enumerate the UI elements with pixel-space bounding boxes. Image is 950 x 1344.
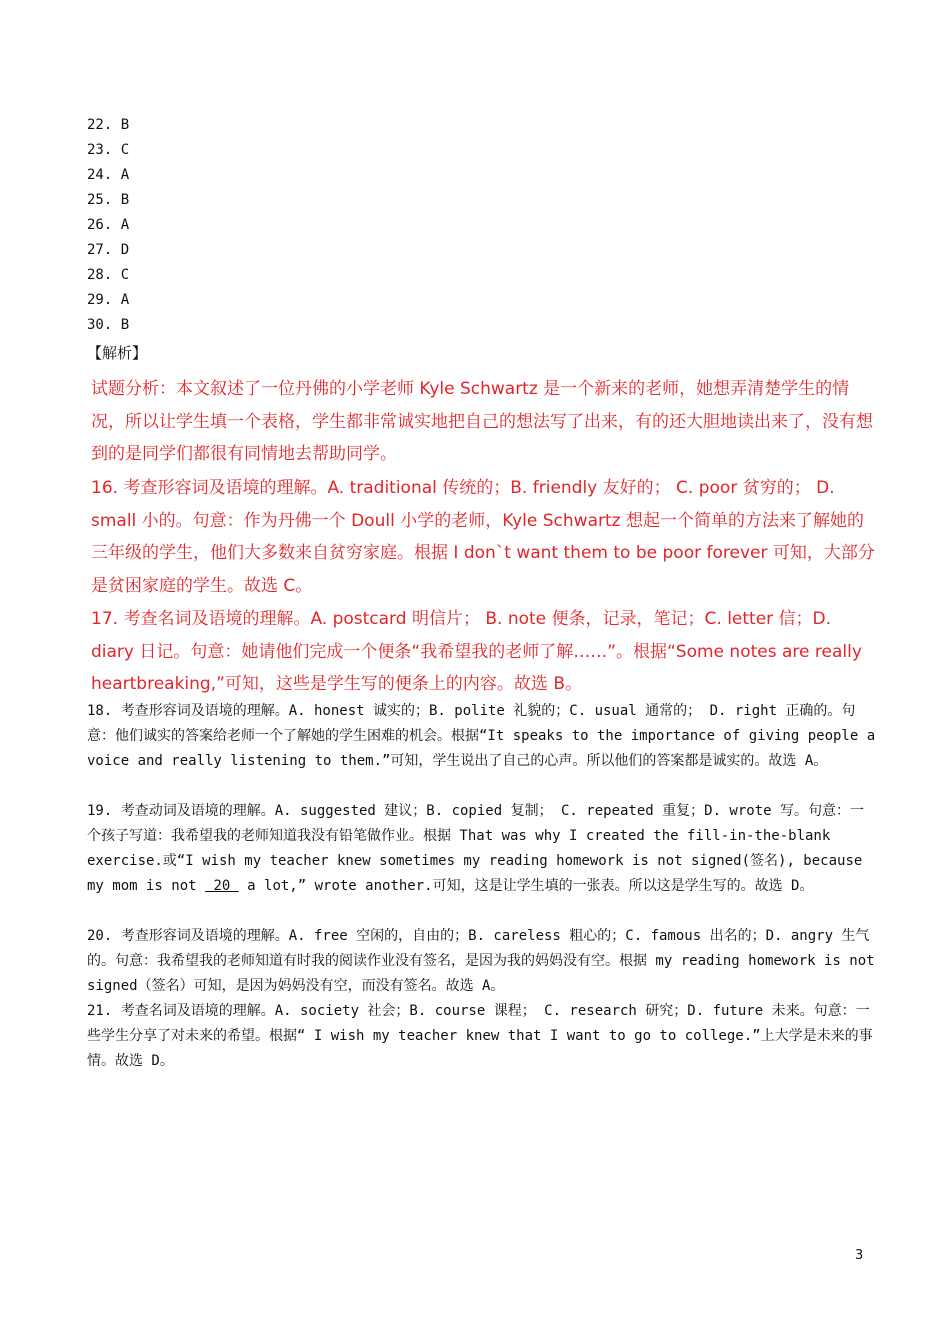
answer-list — [87, 113, 129, 338]
answer-item: 25. B — [87, 192, 130, 208]
answer-item: 29. A — [87, 292, 130, 308]
explanation-20: 20. 考查形容词及语境的理解。A. free 空闲的，自由的；B. careless 粗心的；C. famous 出名的；D. angry 生气的。句意：我希望我的老师知道有时我的阅读作业没有签名，是因为我的妈妈没有空。根据 my reading homework is not signed（签名）可知，是因为妈妈没有空，而没有签名。故选 A。 — [87, 928, 875, 994]
explanation-18: 18. 考查形容词及语境的理解。A. honest 诚实的；B. polite 礼貌的；C. usual 通常的； D. right 正确的。句意：他们诚实的答案给老师一个了解她的学生困难的机会。根据“It speaks to the importance of giving people a voice and really listening to them.”可知，学生说出了自己的心声。所以他们的答案都是诚实的。故选 A。 — [87, 703, 876, 769]
explanation-21: 21. 考查名词及语境的理解。A. society 社会；B. course 课程； C. research 研究；D. future 未来。句意：一些学生分享了对未来的希望。根据“ I wish my teacher knew that I want to go to college.”上大学是未来的事情。故选 D。 — [87, 1003, 873, 1069]
answer-item: 24. A — [87, 167, 130, 183]
explanation-19-text: 19. 考查动词及语境的理解。A. suggested 建议；B. copied 复制； C. repeated 重复；D. wrote 写。句意：一个孩子写道：我希望我的老师知道我没有铅笔做作业。根据 That was why I created the fill-in-the-blank exercise.或“I wish my teacher knew sometimes my reading homework is not signed(签名), because my mom is not — [87, 803, 865, 894]
answer-item: 22. B — [87, 117, 130, 133]
explanation-16: 16. 考查形容词及语境的理解。A. traditional 传统的；B. friendly 友好的； C. poor 贫穷的； D. small 小的。句意：作为丹佛一个 Doull 小学的老师，Kyle Schwartz 想起一个简单的方法来了解她的三年级的学生，他们大多数来自贫穷家庭。根据 I don`t want them to be poor forever 可知，大部分是贫困家庭的学生。故选 C。 — [91, 478, 875, 596]
answer-item: 30. B — [87, 317, 130, 333]
answer-item: 23. C — [87, 142, 130, 158]
answer-item: 28. C — [87, 267, 130, 283]
blank-20: 20 — [205, 878, 239, 894]
explanation-17: 17. 考查名词及语境的理解。A. postcard 明信片； B. note 便条，记录，笔记；C. letter 信；D. diary 日记。句意：她请他们完成一个便条“我希望我的老师了解……”。根据“Some notes are really heartbreaking,”可知，这些是学生写的便条上的内容。故选 B。 — [91, 609, 862, 694]
page-number: 3 — [855, 1248, 864, 1263]
answer-item: 26. A — [87, 217, 130, 233]
explanation-19-tail: a lot,” wrote another.可知，这是让学生填的一张表。所以这是学生写的。故选 D。 — [238, 878, 814, 894]
explanation-19 — [87, 799, 877, 899]
answer-item: 27. D — [87, 242, 130, 258]
analysis-heading: 【解析】 — [87, 344, 148, 362]
analysis-summary: 试题分析：本文叙述了一位丹佛的小学老师 Kyle Schwartz 是一个新来的老师，她想弄清楚学生的情况，所以让学生填一个表格，学生都非常诚实地把自己的想法写了出来，有的还大胆地读出来了，没有想到的是同学们都很有同情地去帮助同学。 — [91, 379, 873, 464]
